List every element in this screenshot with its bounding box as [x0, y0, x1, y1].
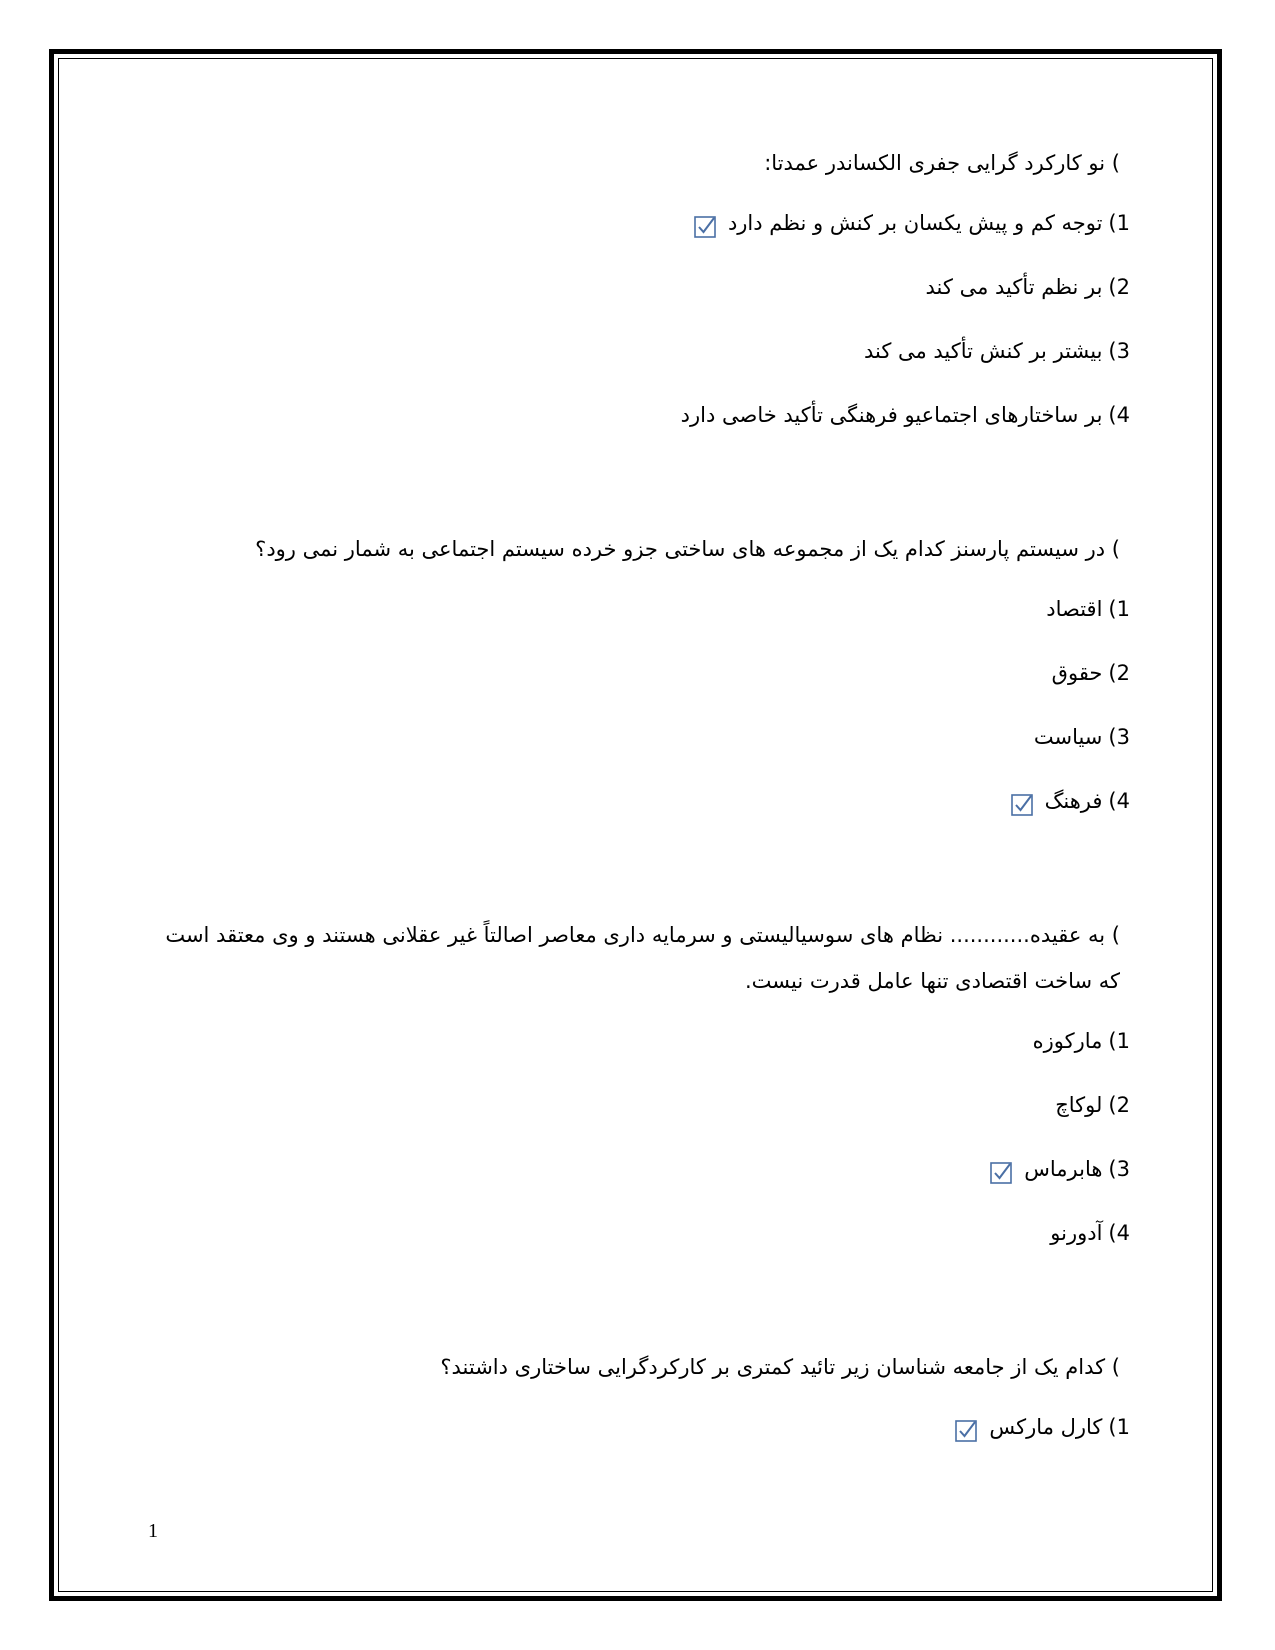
answer-option[interactable] [150, 586, 1130, 632]
question-block [150, 140, 1130, 438]
answer-option[interactable] [150, 1210, 1130, 1256]
answer-option[interactable] [150, 778, 1130, 824]
question-text: ) نو کارکرد گرایی جفری الکساندر عمدتا: [764, 151, 1120, 175]
question-spacer [150, 456, 1130, 526]
answer-option[interactable] [150, 392, 1130, 438]
option-label: کارل مارکس [989, 1415, 1103, 1439]
option-label: هابرماس [1024, 1157, 1103, 1181]
option-number: 1) [1108, 1415, 1130, 1439]
checkbox-checked-icon [990, 1154, 1012, 1176]
option-label: لوکاچ [1055, 1093, 1103, 1117]
option-number: 2) [1108, 661, 1130, 685]
option-number: 3) [1108, 725, 1130, 749]
option-number: 3) [1108, 1157, 1130, 1181]
option-label: بر نظم تأکید می کند [925, 275, 1103, 299]
answer-option[interactable] [150, 264, 1130, 310]
answer-option[interactable] [150, 1018, 1130, 1064]
checkbox-checked-icon [1011, 786, 1033, 808]
answer-option[interactable] [150, 200, 1130, 246]
question-text: ) کدام یک از جامعه شناسان زیر تائید کمتری بر کارکردگرایی ساختاری داشتند؟ [440, 1355, 1120, 1379]
option-number: 1) [1108, 211, 1130, 235]
option-label: اقتصاد [1046, 597, 1103, 621]
option-label: سیاست [1033, 725, 1103, 749]
question-list [150, 140, 1130, 1468]
checkbox-checked-icon [955, 1412, 977, 1434]
answer-option[interactable] [150, 328, 1130, 374]
option-number: 1) [1108, 1029, 1130, 1053]
answer-option[interactable] [150, 650, 1130, 696]
answer-option[interactable] [150, 1146, 1130, 1192]
answer-option[interactable] [150, 1082, 1130, 1128]
option-label: حقوق [1051, 661, 1103, 685]
option-number: 4) [1108, 403, 1130, 427]
option-number: 1) [1108, 597, 1130, 621]
option-label: توجه کم و پیش یکسان بر کنش و نظم دارد [727, 211, 1103, 235]
option-label: بیشتر بر کنش تأکید می کند [863, 339, 1103, 363]
question-block [150, 912, 1130, 1256]
option-number: 2) [1108, 1093, 1130, 1117]
question-text: ) در سیستم پارسنز کدام یک از مجموعه های ساختی جزو خرده سیستم اجتماعی به شمار نمی رود؟ [255, 537, 1120, 561]
page-number: 1 [148, 1520, 158, 1542]
checkbox-checked-icon [694, 208, 716, 230]
option-label: مارکوزه [1032, 1029, 1103, 1053]
option-number: 4) [1108, 789, 1130, 813]
answer-option[interactable] [150, 1404, 1130, 1450]
question-block [150, 526, 1130, 824]
option-number: 2) [1108, 275, 1130, 299]
question-spacer [150, 842, 1130, 912]
option-label: فرهنگ [1044, 789, 1103, 813]
question-text: ) به عقیده............ نظام های سوسیالیستی و سرمایه داری معاصر اصالتاً غیر عقلانی هستند و وی معتقد است که ساخت اقتصادی تنها عامل قدرت نیست. [165, 923, 1120, 993]
question-block [150, 1344, 1130, 1450]
question-spacer [150, 1274, 1130, 1344]
option-label: آدورنو [1050, 1221, 1103, 1245]
option-label: بر ساختارهای اجتماعیو فرهنگی تأکید خاصی دارد [680, 403, 1103, 427]
option-number: 4) [1108, 1221, 1130, 1245]
option-number: 3) [1108, 339, 1130, 363]
answer-option[interactable] [150, 714, 1130, 760]
